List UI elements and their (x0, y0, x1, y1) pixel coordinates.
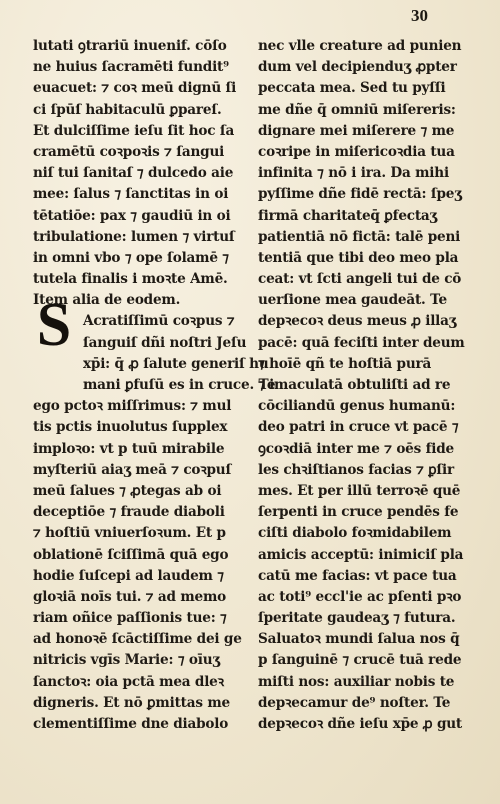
text-line: Item alia de eodem. (33, 292, 181, 309)
text-line: ne huius ſacramēti fundit⁹ (33, 59, 229, 76)
text-line: mes. Et per illū terroꝛē quē (258, 482, 461, 499)
text-line: amicis acceptū: inimiciſ pla (258, 546, 464, 563)
text-line: ſperitate gaudeaʒ ⁊ futura. (258, 610, 456, 627)
text-line: ⁊ hoſtiū vniuerſoꝛum. Et p (33, 525, 226, 542)
text-line: depꝛecoꝛ deus meus ꝓ illaʒ (258, 313, 457, 330)
text-line: pyſſime dñe fidē rectā: ſpeʒ (258, 186, 462, 203)
text-line: me dñe q̄ omniū miſereris: (258, 101, 456, 118)
text-line: ſanguiſ dñi noſtri Jeſu (83, 334, 247, 351)
text-line: ſanctoꝛ: oia pctā mea dleꝛ (33, 673, 224, 690)
text-line: euacuet: ⁊ coꝛ meū dignū ſi (33, 80, 237, 97)
text-line: xp̄i: q̄ ꝓ ſalute generiſ hu (83, 355, 269, 372)
text-line: firmā charitateq̄ ꝑfectaʒ (258, 207, 438, 224)
text-line: riam oñice paſſionis tue: ⁊ (33, 610, 227, 627)
text-line: meū ſalues ⁊ ꝓtegas ab oi (33, 482, 222, 499)
text-line: ad honoꝛē ſcāctiſſime dei ge (33, 631, 242, 648)
decorated-initial: S (36, 291, 72, 359)
text-line: dum vel decipienduʒ ꝓpter (258, 59, 457, 76)
text-line: Saluatoꝛ mundi ſalua nos q̄ (258, 631, 460, 648)
text-line: coꝛripe in miſericoꝛdia tua (258, 143, 455, 160)
text-line: mee: ſalus ⁊ ſanctitas in oi (33, 186, 229, 203)
text-line: imploꝛo: vt p tuū mirabile (33, 440, 225, 457)
text-line: cramētū coꝛpoꝛis ⁊ ſangui (33, 143, 225, 160)
folio-number: 30 (411, 6, 428, 25)
text-line: miſti nos: auxiliar nobis te (258, 673, 455, 690)
text-line: pacē: quā feciſti inter deum (258, 334, 465, 351)
text-line: Et dulciſſime ieſu ſit hoc ſa (33, 122, 235, 139)
text-line: clementiſſime dne diabolo (33, 716, 229, 732)
text-line: deceptiōe ⁊ fraude diaboli (33, 504, 225, 521)
text-line: ci ſpūſ habitaculū ꝑpareſ. (33, 101, 222, 118)
text-line: tis pctis inuolutus ſupplex (33, 419, 228, 436)
text-line: tentiā que tibi deo meo pla (258, 249, 459, 266)
text-line: catū me facias: vt pace tua (258, 567, 457, 584)
text-line: depꝛecoꝛ dñe ieſu xp̄e ꝓ gut (258, 716, 463, 732)
text-line: ac toti⁹ eccl'ie ac pſenti pꝛo (258, 588, 462, 605)
text-line: p ſanguinē ⁊ crucē tuā rede (258, 652, 462, 669)
text-line: peccata mea. Sed tu pyſſi (258, 80, 446, 97)
text-line: infinita ⁊ nō i ira. Da mihi (258, 165, 449, 182)
text-line: ſerpenti in cruce pendēs fe (258, 504, 459, 521)
text-line: cōciliandū genus humanū: (258, 398, 456, 415)
text-line: dignare mei miſerere ⁊ me (258, 122, 455, 139)
text-line: deo patri in cruce vt pacē ⁊ (258, 419, 459, 436)
text-line: gloꝛiā noīs tui. ⁊ ad memo (33, 588, 227, 605)
text-line: hodie ſuſcepi ad laudem ⁊ (33, 567, 224, 584)
text-line: tribulatione: lumen ⁊ virtuſ (33, 228, 235, 245)
text-line: ⁊ imaculatā obtuliſti ad re (258, 377, 451, 393)
text-line: mani ꝑfuſū es in cruce. Te (83, 377, 276, 393)
text-line: ciſti diabolo foꝛmidabilem (258, 525, 452, 542)
text-line: ceat: vt ſcti angeli tui de cō (258, 271, 462, 288)
left-column (33, 36, 276, 735)
text-line: Acratiſſimū coꝛpus ⁊ (83, 313, 235, 330)
text-line: niſ tui ſanitaſ ⁊ dulcedo aie (33, 165, 234, 182)
text-line: uerſione mea gaudeāt. Te (258, 292, 447, 309)
text-line: lutati ꝯtrariū inuenif. cōſo (33, 38, 227, 54)
text-line: tētatiōe: pax ⁊ gaudiū in oi (33, 207, 231, 224)
text-line: ego pctoꝛ miſſrimus: ⁊ mul (33, 398, 232, 415)
text-line: oblationē ſciſſimā quā ego (33, 546, 229, 563)
text-line: myſteriū aiaʒ meā ⁊ coꝛpuſ (33, 461, 232, 478)
text-line: depꝛecamur de⁹ noſter. Te (258, 694, 451, 711)
text-line: les chꝛiſtianos facias ⁊ ꝑſir (258, 461, 454, 478)
text-line: nec vlle creature ad punien (258, 38, 462, 54)
text-line: nitricis vgīs Marie: ⁊ oīuʒ (33, 652, 220, 669)
text-line: digneris. Et nō ꝑmittas me (33, 694, 230, 711)
text-line: ⁊ hoīē qñ te hoſtiā purā (258, 355, 432, 372)
text-line: ꝯcoꝛdiā inter me ⁊ oēs fide (258, 440, 454, 457)
text-line: tutela finalis i moꝛte Amē. (33, 271, 228, 288)
right-column (258, 36, 468, 735)
text-line: patientiā nō fictā: talē peni (258, 228, 461, 245)
text-line: in omni vbo ⁊ ope ſolamē ⁊ (33, 249, 229, 266)
